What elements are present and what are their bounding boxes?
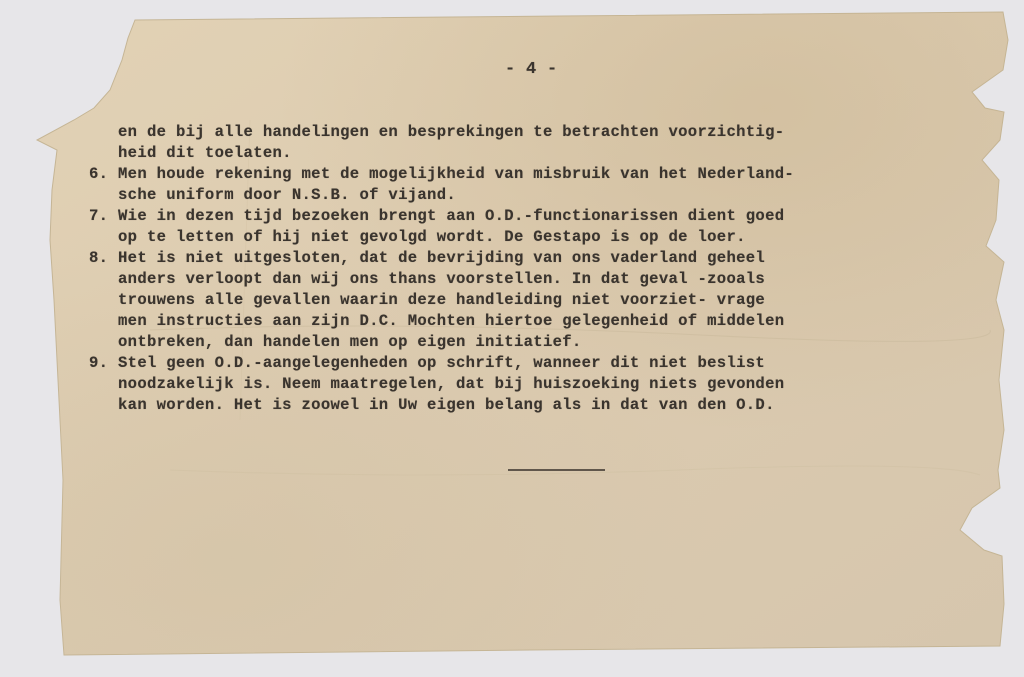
closing-rule [508, 469, 605, 471]
page-number: - 4 - [505, 60, 558, 79]
list-item-7: 7. Wie in dezen tijd bezoeken brengt aan O.D.-functionarissen dient goed [89, 207, 785, 225]
text-line: trouwens alle gevallen waarin deze handleiding niet voorziet- vrage [118, 291, 766, 309]
list-item-6: 6. Men houde rekening met de mogelijkheid van misbruik van het Nederland- [89, 165, 795, 183]
text-line: men instructies aan zijn D.C. Mochten hiertoe gelegenheid of middelen [118, 312, 785, 330]
text-line: op te letten of hij niet gevolgd wordt. De Gestapo is op de loer. [118, 228, 746, 246]
text-line: kan worden. Het is zoowel in Uw eigen belang als in dat van den O.D. [118, 396, 775, 414]
text-line: heid dit toelaten. [118, 144, 292, 162]
text-line: sche uniform door N.S.B. of vijand. [118, 186, 457, 204]
list-item-9: 9. Stel geen O.D.-aangelegenheden op schrift, wanneer dit niet beslist [89, 354, 766, 372]
text-line: ontbreken, dan handelen men op eigen initiatief. [118, 333, 582, 351]
list-item-8: 8. Het is niet uitgesloten, dat de bevrijding van ons vaderland geheel [89, 249, 766, 267]
text-line: en de bij alle handelingen en besprekingen te betrachten voorzichtig- [118, 123, 785, 141]
text-line: anders verloopt dan wij ons thans voorstellen. In dat geval -zooals [118, 270, 766, 288]
text-line: noodzakelijk is. Neem maatregelen, dat bij huiszoeking niets gevonden [118, 375, 785, 393]
